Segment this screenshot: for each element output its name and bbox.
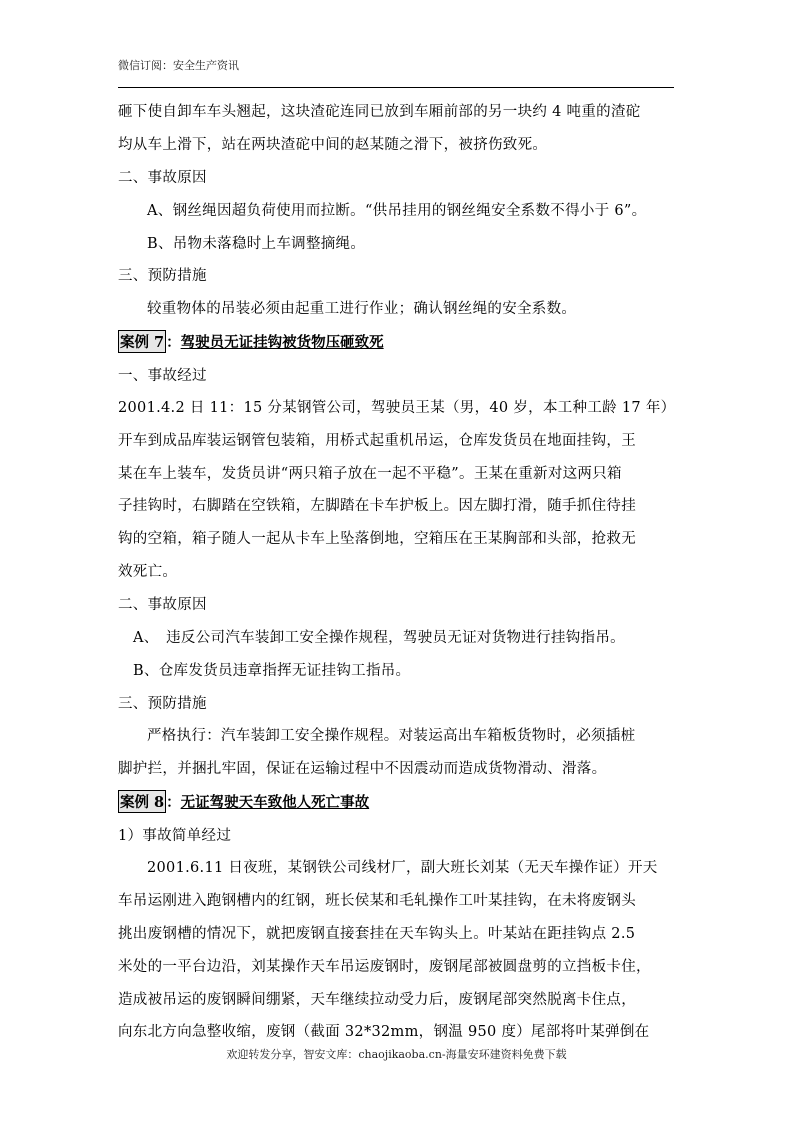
case-title: 无证驾驶天车致他人死亡事故 <box>180 794 370 811</box>
page-footer: 欢迎转发分享，智安文库：chaojikaoba.cn-海量安环建资料免费下载 <box>226 1048 567 1061</box>
section-heading: 二、事故原因 <box>118 597 207 613</box>
section-heading: 三、预防措施 <box>118 696 207 712</box>
section-heading: 三、预防措施 <box>118 268 207 284</box>
paragraph-line: 挑出废钢槽的情况下，就把废钢直接套挂在天车钩头上。叶某站在距挂钩点 2.5 <box>118 926 636 942</box>
paragraph-line: 钩的空箱，箱子随人一起从卡车上坠落倒地，空箱压在王某胸部和头部，抢救无 <box>118 531 636 547</box>
paragraph-line: 向东北方向急整收缩，废钢（截面 32*32mm，钢温 950 度）尾部将叶某弹倒在 <box>118 1024 650 1040</box>
case-label: 案例 8 <box>118 790 166 813</box>
paragraph-line: 脚护拦，并捆扎牢固，保证在运输过程中不因震动而造成货物滑动、滑落。 <box>118 761 607 777</box>
paragraph-line: 效死亡。 <box>118 564 178 580</box>
case-separator: ： <box>166 794 181 811</box>
section-heading: 1）事故简单经过 <box>118 828 232 844</box>
paragraph-line: 开车到成品库装运钢管包装箱，用桥式起重机吊运，仓库发货员在地面挂钩，王 <box>118 433 636 449</box>
header-divider <box>118 87 674 88</box>
case-label: 案例 7 <box>118 330 166 353</box>
paragraph-line: 均从车上滑下，站在两块渣砣中间的赵某随之滑下，被挤伤致死。 <box>118 137 548 153</box>
case-8-heading <box>118 790 369 813</box>
paragraph-line: 2001.6.11 日夜班，某钢铁公司线材厂，副大班长刘某（无天车操作证）开天 <box>147 860 658 876</box>
paragraph-line: 2001.4.2 日 11：15 分某钢管公司，驾驶员王某（男，40 岁，本工种工龄 17 年） <box>118 400 676 416</box>
paragraph-line: 较重物体的吊装必须由起重工进行作业；确认钢丝绳的安全系数。 <box>147 301 577 317</box>
paragraph-line: 某在车上装车，发货员讲“两只箱子放在一起不平稳”。王某在重新对这两只箱 <box>118 466 622 482</box>
paragraph-line: 米处的一平台边沿，刘某操作天车吊运废钢时，废钢尾部被圆盘剪的立挡板卡住， <box>118 959 651 975</box>
paragraph-line: 造成被吊运的废钢瞬间绷紧，天车继续拉动受力后，废钢尾部突然脱离卡住点， <box>118 992 636 1008</box>
paragraph-line: 车吊运刚进入跑钢槽内的红钢，班长侯某和毛轧操作工叶某挂钩，在未将废钢头 <box>118 893 636 909</box>
section-heading: 二、事故原因 <box>118 170 207 186</box>
list-item: B、仓库发货员违章指挥无证挂钩工指吊。 <box>133 663 411 679</box>
paragraph-line: 子挂钩时，右脚踏在空铁箱，左脚踏在卡车护板上。因左脚打滑，随手抓住待挂 <box>118 498 636 514</box>
list-item: B、吊物未落稳时上车调整摘绳。 <box>147 236 366 252</box>
list-item: A、钢丝绳因超负荷使用而拉断。“供吊挂用的钢丝绳安全系数不得小于 6”。 <box>147 203 647 219</box>
paragraph-line: 严格执行：汽车装卸工安全操作规程。对装运高出车箱板货物时，必须插桩 <box>147 728 636 744</box>
case-7-heading <box>118 330 384 353</box>
paragraph-line: 砸下使自卸车车头翘起，这块渣砣连同已放到车厢前部的另一块约 4 吨重的渣砣 <box>118 104 641 120</box>
section-heading: 一、事故经过 <box>118 368 207 384</box>
header-text: 微信订阅：安全生产资讯 <box>118 59 239 72</box>
case-separator: ： <box>166 334 181 351</box>
list-item: A、 违反公司汽车装卸工安全操作规程，驾驶员无证对货物进行挂钩指吊。 <box>133 630 625 646</box>
case-title: 驾驶员无证挂钩被货物压砸致死 <box>180 334 384 351</box>
